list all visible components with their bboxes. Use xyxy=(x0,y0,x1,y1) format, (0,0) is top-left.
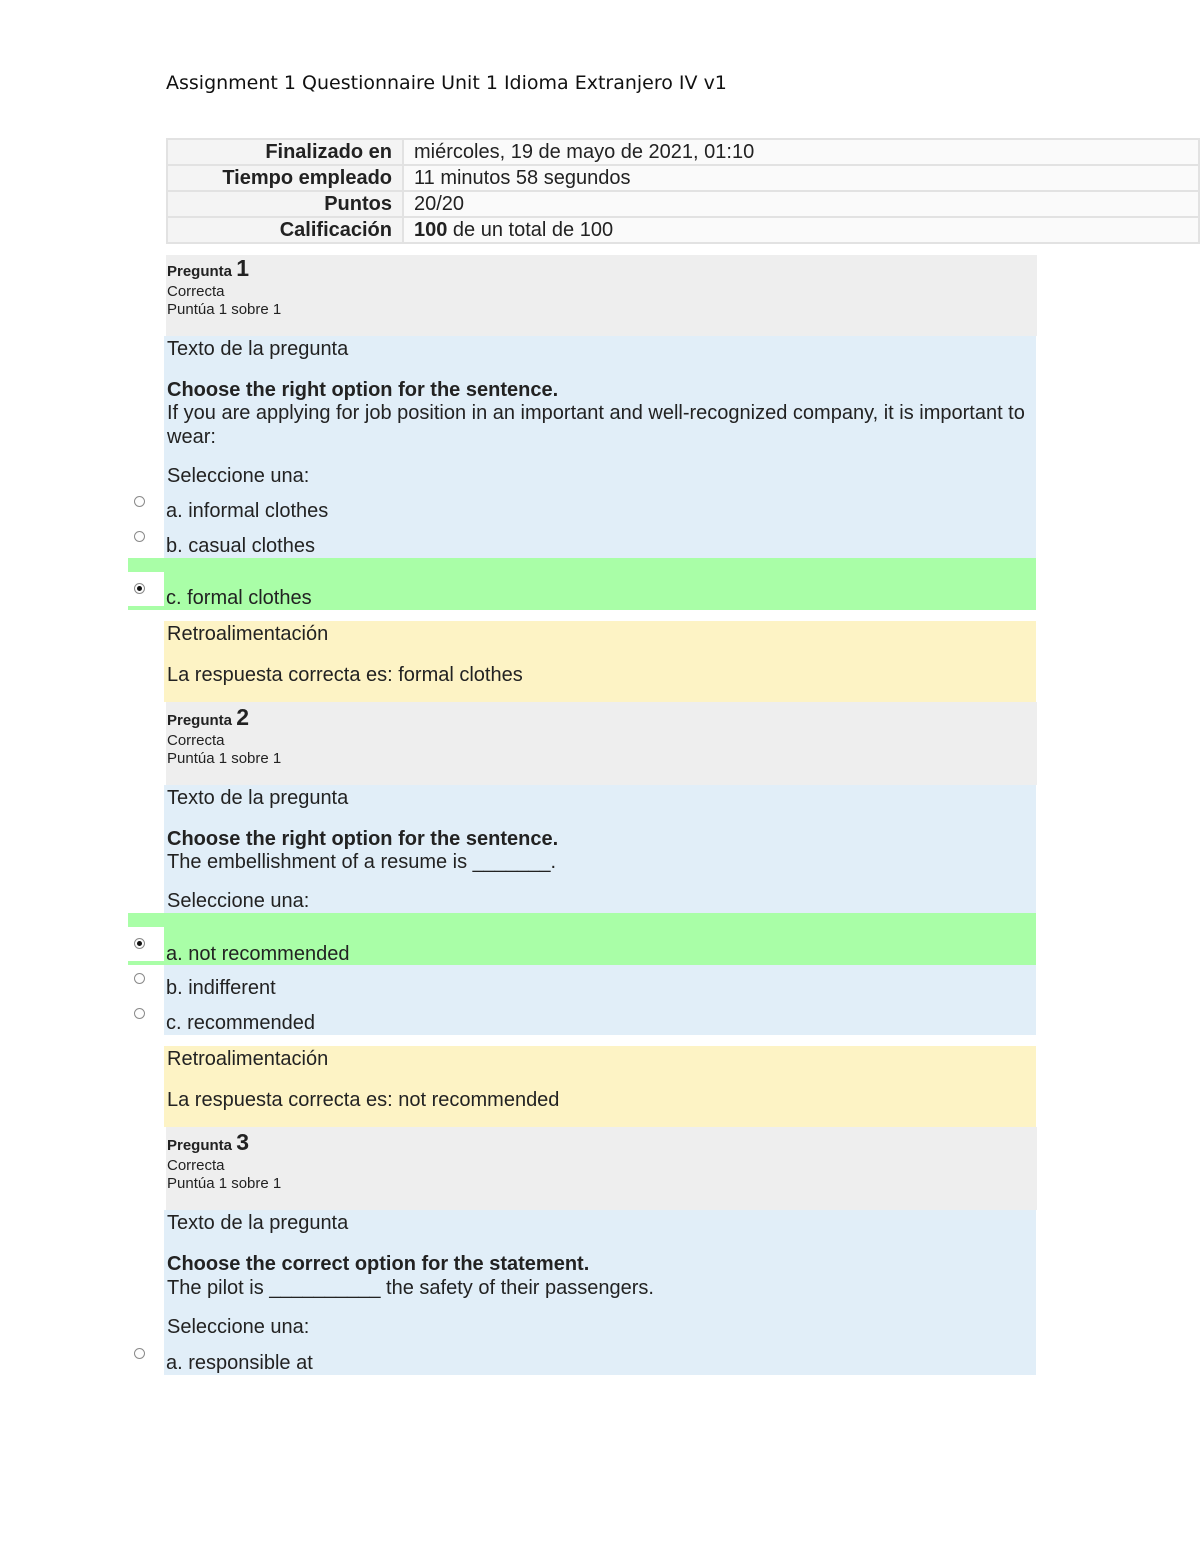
option-label: b. indifferent xyxy=(166,977,276,999)
question-points: Puntúa 1 sobre 1 xyxy=(167,301,282,318)
summary-value: 20/20 xyxy=(403,191,1199,217)
summary-row-time xyxy=(167,165,1199,191)
question-2-feedback xyxy=(164,1046,1036,1127)
option-label: a. responsible at xyxy=(166,1352,313,1374)
question-3-info xyxy=(166,1127,1037,1210)
question-text-label: Texto de la pregunta xyxy=(167,338,349,360)
feedback-answer: La respuesta correcta es: not recommended xyxy=(167,1089,560,1111)
question-1-option-b[interactable] xyxy=(128,523,1036,558)
select-one-label: Seleccione una: xyxy=(167,1316,310,1338)
option-label: c. formal clothes xyxy=(166,587,312,609)
option-label: a. informal clothes xyxy=(166,500,329,522)
question-2-option-b[interactable] xyxy=(128,965,1036,1000)
summary-row-finished xyxy=(167,139,1199,165)
question-points: Puntúa 1 sobre 1 xyxy=(167,750,282,767)
question-3-text xyxy=(164,1210,1036,1339)
summary-value: miércoles, 19 de mayo de 2021, 01:10 xyxy=(403,139,1199,165)
question-status: Correcta xyxy=(167,283,225,300)
question-1-feedback xyxy=(164,621,1036,702)
radio-button[interactable] xyxy=(134,973,145,984)
option-label: b. casual clothes xyxy=(166,535,315,557)
document-title: Assignment 1 Questionnaire Unit 1 Idioma Extranjero IV v1 xyxy=(166,72,727,94)
question-3-option-a[interactable] xyxy=(128,1339,1036,1375)
radio-button-selected[interactable] xyxy=(134,583,145,594)
summary-row-grade xyxy=(167,217,1199,243)
summary-value xyxy=(403,217,1199,243)
feedback-label: Retroalimentación xyxy=(167,623,329,645)
question-label: Pregunta xyxy=(167,712,233,729)
radio-button[interactable] xyxy=(134,1008,145,1019)
question-status: Correcta xyxy=(167,732,225,749)
question-points: Puntúa 1 sobre 1 xyxy=(167,1175,282,1192)
radio-button-selected[interactable] xyxy=(134,938,145,949)
question-instruction: Choose the correct option for the statement. xyxy=(167,1253,590,1275)
attempt-summary-table xyxy=(166,138,1200,244)
option-label: a. not recommended xyxy=(166,943,350,965)
question-2-text xyxy=(164,785,1036,913)
summary-label: Calificación xyxy=(167,217,403,243)
question-1-option-a[interactable] xyxy=(128,488,1036,523)
question-2-option-c[interactable] xyxy=(128,1000,1036,1035)
summary-label: Tiempo empleado xyxy=(167,165,403,191)
question-stem: The embellishment of a resume is _______. xyxy=(167,851,557,873)
radio-button[interactable] xyxy=(134,531,145,542)
grade-total: de un total de 100 xyxy=(447,218,614,241)
question-label: Pregunta xyxy=(167,1137,233,1154)
radio-button[interactable] xyxy=(134,1348,145,1359)
select-one-label: Seleccione una: xyxy=(167,890,310,912)
select-one-label: Seleccione una: xyxy=(167,465,310,487)
summary-label: Finalizado en xyxy=(167,139,403,165)
question-label: Pregunta xyxy=(167,263,233,280)
feedback-label: Retroalimentación xyxy=(167,1048,329,1070)
question-1-info xyxy=(166,255,1037,336)
question-text-label: Texto de la pregunta xyxy=(167,787,349,809)
question-stem: The pilot is __________ the safety of their passengers. xyxy=(167,1277,654,1299)
question-number: 2 xyxy=(236,704,249,730)
grade-score: 100 xyxy=(414,218,448,241)
question-2-info xyxy=(166,702,1037,785)
feedback-answer: La respuesta correcta es: formal clothes xyxy=(167,664,523,686)
summary-value: 11 minutos 58 segundos xyxy=(403,165,1199,191)
question-status: Correcta xyxy=(167,1157,225,1174)
question-instruction: Choose the right option for the sentence. xyxy=(167,828,559,850)
question-number: 3 xyxy=(236,1129,249,1155)
question-2-option-a[interactable] xyxy=(128,913,1036,965)
option-label: c. recommended xyxy=(166,1012,315,1034)
question-1-text xyxy=(164,336,1036,488)
radio-button[interactable] xyxy=(134,496,145,507)
summary-row-points xyxy=(167,191,1199,217)
question-stem: If you are applying for job position in an important and well-recognized company, it is important to wear: xyxy=(167,402,1025,448)
question-instruction: Choose the right option for the sentence. xyxy=(167,379,559,401)
question-text-label: Texto de la pregunta xyxy=(167,1212,349,1234)
question-number: 1 xyxy=(236,255,249,281)
summary-label: Puntos xyxy=(167,191,403,217)
question-1-option-c[interactable] xyxy=(128,558,1036,610)
